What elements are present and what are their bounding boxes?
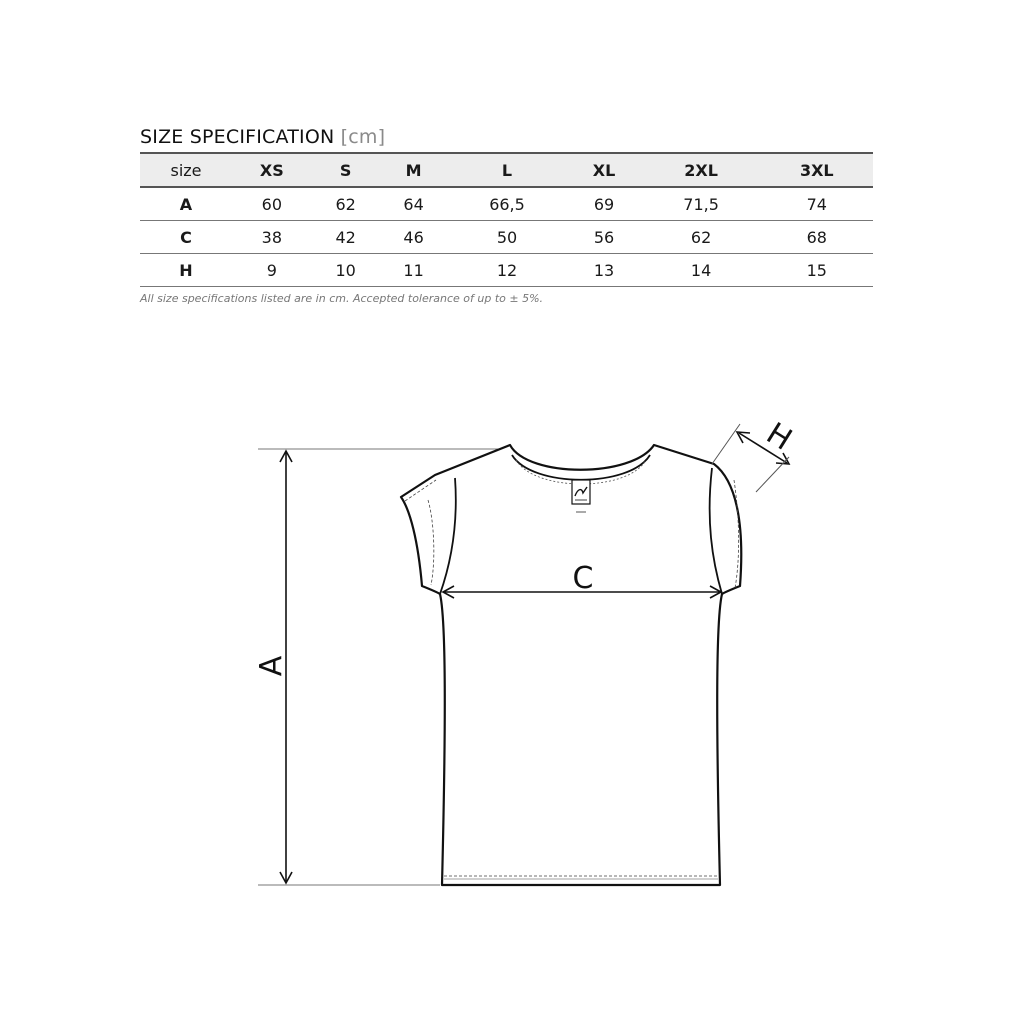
- column-header: L: [501, 160, 513, 180]
- table-cell: 10: [335, 260, 356, 280]
- column-header: M: [405, 160, 422, 180]
- table-cell: 66,5: [489, 194, 525, 214]
- label-c: C: [572, 561, 594, 596]
- row-label: A: [179, 194, 193, 214]
- column-header: 2XL: [684, 160, 718, 180]
- label-h: H: [760, 416, 798, 458]
- row-label: C: [180, 227, 192, 247]
- column-header: size: [170, 160, 202, 180]
- table-cell: 38: [261, 227, 282, 247]
- table-cell: 60: [261, 194, 282, 214]
- table-cell: 68: [806, 227, 827, 247]
- table-cell: 62: [335, 194, 356, 214]
- table-cell: 13: [593, 260, 615, 280]
- table-cell: 50: [496, 227, 518, 247]
- table-cell: 12: [496, 260, 518, 280]
- table-cell: 62: [690, 227, 712, 247]
- label-a: A: [254, 655, 289, 677]
- row-label: H: [179, 260, 193, 280]
- table-cell: 9: [266, 260, 277, 280]
- table-cell: 56: [593, 227, 615, 247]
- column-header: 3XL: [799, 160, 834, 180]
- table-cell: 74: [806, 194, 827, 214]
- table-cell: 15: [806, 260, 827, 280]
- table-cell: 42: [335, 227, 356, 247]
- table-cell: 64: [403, 194, 424, 214]
- table-cell: 46: [403, 227, 424, 247]
- tshirt-outline: [401, 445, 741, 885]
- table-cell: 71,5: [683, 194, 719, 214]
- table-cell: 11: [403, 260, 424, 280]
- title-unit: [cm]: [340, 126, 386, 148]
- column-header: XS: [259, 160, 284, 180]
- tolerance-note: All size specifications listed are in cm. Accepted tolerance of up to ± 5%.: [140, 292, 544, 305]
- table-cell: 69: [593, 194, 615, 214]
- column-header: S: [339, 160, 352, 180]
- column-header: XL: [592, 160, 616, 180]
- title-text: SIZE SPECIFICATION: [140, 126, 335, 148]
- table-cell: 14: [690, 260, 712, 280]
